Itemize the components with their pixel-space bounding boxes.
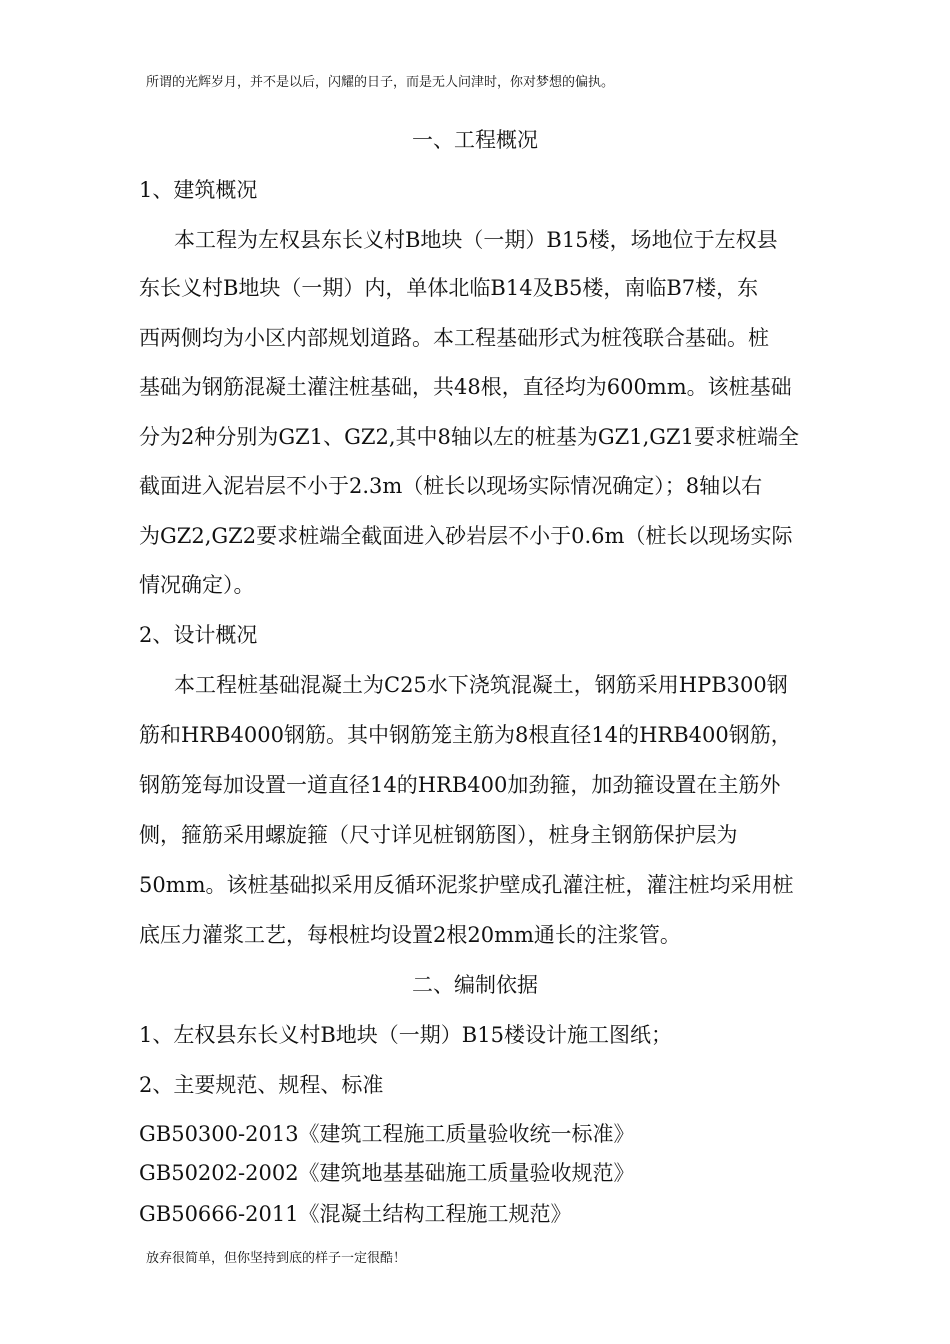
- paragraph-line: 分为2种分别为GZ1、GZ2,其中8轴以左的桩基为GZ1,GZ1要求桩端全: [139, 425, 799, 449]
- reference-item: 1、左权县东长义村B地块（一期）B15楼设计施工图纸；: [139, 1023, 672, 1047]
- subsection-2-heading: 2、设计概况: [139, 623, 258, 647]
- standard-item: GB50300-2013《建筑工程施工质量验收统一标准》: [139, 1122, 635, 1146]
- paragraph-line: 为GZ2,GZ2要求桩端全截面进入砂岩层不小于0.6m（桩长以现场实际: [139, 524, 793, 548]
- paragraph-line: 截面进入泥岩层不小于2.3m（桩长以现场实际情况确定）；8轴以右: [139, 474, 763, 498]
- paragraph-line: 钢筋笼每加设置一道直径14的HRB400加劲箍，加劲箍设置在主筋外: [139, 773, 781, 797]
- subsection-1-heading: 1、建筑概况: [139, 178, 258, 202]
- paragraph-line: 本工程为左权县东长义村B地块（一期）B15楼，场地位于左权县: [174, 228, 778, 252]
- paragraph-line: 侧，箍筋采用螺旋箍（尺寸详见桩钢筋图），桩身主钢筋保护层为: [139, 823, 738, 847]
- footer-quote: 放弃很简单，但你坚持到底的样子一定很酷！: [146, 1251, 407, 1266]
- header-quote: 所谓的光辉岁月，并不是以后，闪耀的日子，而是无人问津时，你对梦想的偏执。: [146, 75, 615, 90]
- reference-item: 2、主要规范、规程、标准: [139, 1073, 384, 1097]
- paragraph-line: 基础为钢筋混凝土灌注桩基础，共48根，直径均为600mm。该桩基础: [139, 375, 792, 399]
- section-1-title: 一、工程概况: [412, 128, 538, 152]
- paragraph-line: 筋和HRB4000钢筋。其中钢筋笼主筋为8根直径14的HRB400钢筋，: [139, 723, 792, 747]
- paragraph-line: 西两侧均为小区内部规划道路。本工程基础形式为桩筏联合基础。桩: [139, 326, 769, 350]
- paragraph-line: 本工程桩基础混凝土为C25水下浇筑混凝土，钢筋采用HPB300钢: [174, 673, 788, 697]
- paragraph-line: 东长义村B地块（一期）内，单体北临B14及B5楼，南临B7楼，东: [139, 276, 759, 300]
- paragraph-line: 50mm。该桩基础拟采用反循环泥浆护壁成孔灌注桩，灌注桩均采用桩: [139, 873, 794, 897]
- section-2-title: 二、编制依据: [412, 973, 538, 997]
- paragraph-line: 情况确定）。: [139, 573, 255, 597]
- standard-item: GB50202-2002《建筑地基基础施工质量验收规范》: [139, 1161, 635, 1185]
- standard-item: GB50666-2011《混凝土结构工程施工规范》: [139, 1202, 572, 1226]
- paragraph-line: 底压力灌浆工艺，每根桩均设置2根20mm通长的注浆管。: [139, 923, 681, 947]
